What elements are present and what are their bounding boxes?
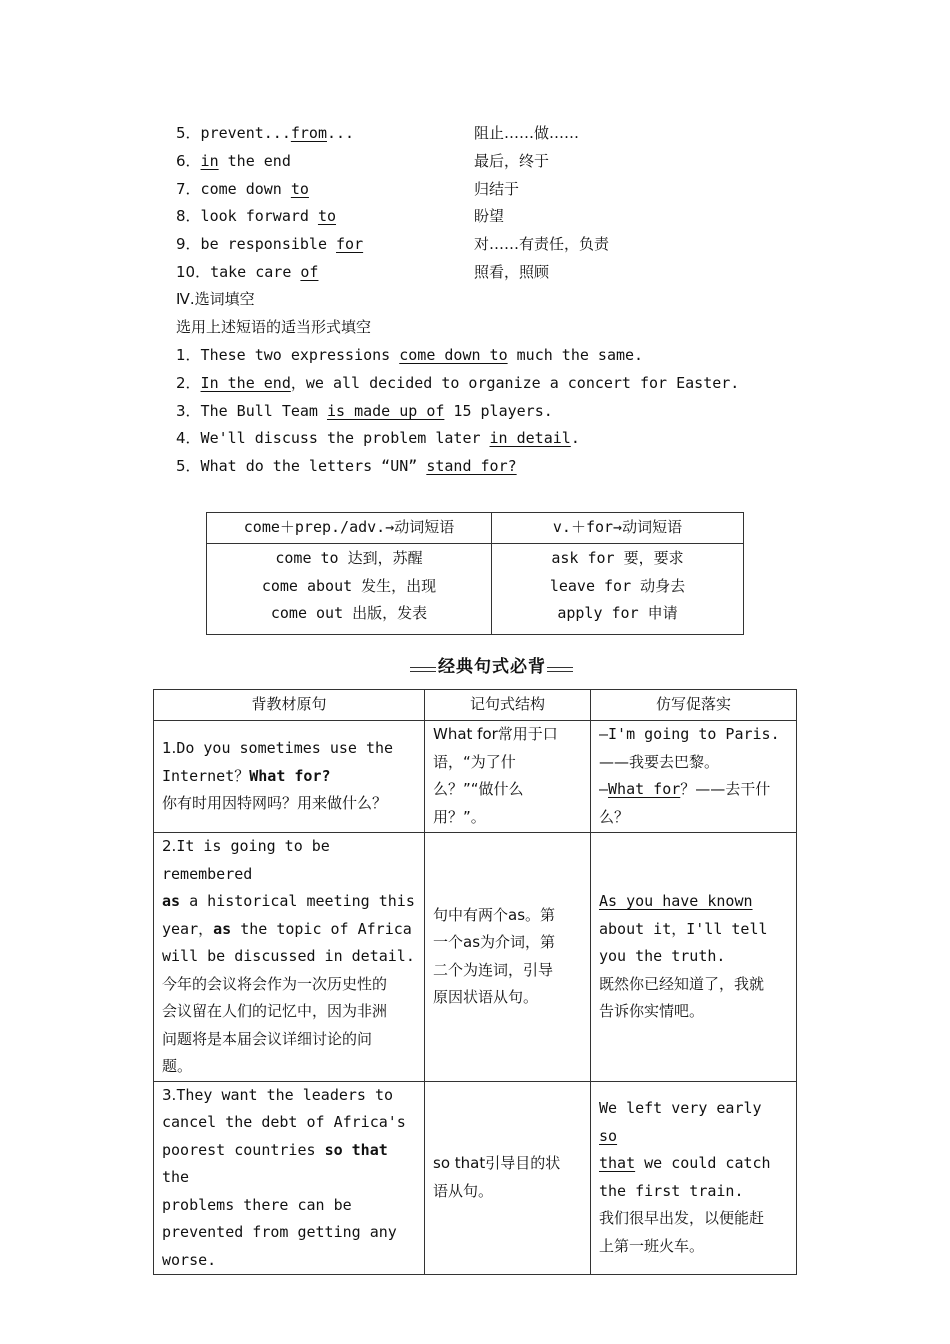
imitation-sentence: We left very early so that we could catch the first train. 我们很早出发，以便能赶 上第一班火车。 xyxy=(591,1081,797,1275)
phrase-table-header: v.＋for→动词短语 xyxy=(492,513,744,544)
phrase-meaning: 阻止……做…… xyxy=(474,124,580,142)
sentence-row xyxy=(154,1081,797,1275)
phrase-item: 10．take care of xyxy=(176,263,319,281)
original-sentence: 3.They want the leaders to cancel the debt of Africa's poorest countries so that the problems there can be prevented from getting any worse. xyxy=(154,1081,425,1275)
imitation-sentence: As you have known about it，I'll tell you the truth. 既然你已经知道了，我就 告诉你实情吧。 xyxy=(591,833,797,1082)
structure-note: What for常用于口 语，“为了什 么？”“做什么 用？”。 xyxy=(425,721,591,833)
phrase-table-cell: come out 出版，发表 xyxy=(270,604,428,622)
sentence-table-header: 背教材原句 xyxy=(154,690,425,721)
fill-item: 5．What do the letters “UN” stand for? xyxy=(176,457,517,475)
section-title xyxy=(410,655,573,681)
phrase-table-cell: come to 达到，苏醒 xyxy=(275,549,423,567)
section-title-text: 经典句式必背 xyxy=(438,657,546,677)
phrase-item: 6．in the end xyxy=(176,152,291,170)
sentence-table-header: 仿写促落实 xyxy=(591,690,797,721)
phrase-table-header: come＋prep./adv.→动词短语 xyxy=(207,513,492,544)
title-right-decoration xyxy=(547,667,573,672)
fill-item: 4．We'll discuss the problem later in detail. xyxy=(176,429,580,447)
section-instruction: 选用上述短语的适当形式填空 xyxy=(176,318,372,336)
phrase-meaning: 最后，终于 xyxy=(474,152,550,170)
phrase-meaning: 照看，照顾 xyxy=(474,263,550,281)
structure-note: so that引导目的状 语从句。 xyxy=(425,1081,591,1275)
sentence-row xyxy=(154,721,797,833)
fill-item: 1．These two expressions come down to much the same. xyxy=(176,346,644,364)
phrase-meaning: 盼望 xyxy=(474,207,505,225)
sentence-table xyxy=(153,689,797,1275)
imitation-sentence: —I'm going to Paris. ——我要去巴黎。 —What for？——去干什 么？ xyxy=(591,721,797,833)
phrase-table-cell: leave for 动身去 xyxy=(549,576,686,595)
phrase-item: 8．look forward to xyxy=(176,207,337,225)
section-heading: Ⅳ.选词填空 xyxy=(176,290,255,308)
phrase-item: 9．be responsible for xyxy=(176,235,364,253)
sentence-table-header: 记句式结构 xyxy=(425,690,591,721)
phrase-table-cell: come about 发生，出现 xyxy=(261,576,437,595)
structure-note: 句中有两个as。第 一个as为介词，第 二个为连词，引导 原因状语从句。 xyxy=(425,833,591,1082)
fill-item: 3．The Bull Team is made up of 15 players. xyxy=(176,402,553,420)
phrase-item: 5．prevent...from... xyxy=(176,124,355,142)
phrase-table-cell: apply for 申请 xyxy=(557,604,678,622)
sentence-row xyxy=(154,833,797,1082)
original-sentence: 1.Do you sometimes use the Internet？What for? 你有时用因特网吗？用来做什么？ xyxy=(154,721,425,833)
phrase-meaning: 归结于 xyxy=(474,180,520,198)
title-left-decoration xyxy=(410,667,436,672)
fill-item: 2．In the end，we all decided to organize a concert for Easter. xyxy=(176,374,740,392)
phrase-item: 7．come down to xyxy=(176,180,309,198)
phrase-meaning: 对……有责任，负责 xyxy=(474,235,610,253)
phrase-table xyxy=(206,512,744,635)
original-sentence: 2.It is going to be remembered as a historical meeting this year，as the topic of Africa will be discussed in detail. 今年的会议将会作为一次历史性的 会议留在人们的记忆中，因为非洲 问题将是本届会议详细讨论的问 题。 xyxy=(154,833,425,1082)
phrase-table-cell: ask for 要，要求 xyxy=(551,549,684,567)
